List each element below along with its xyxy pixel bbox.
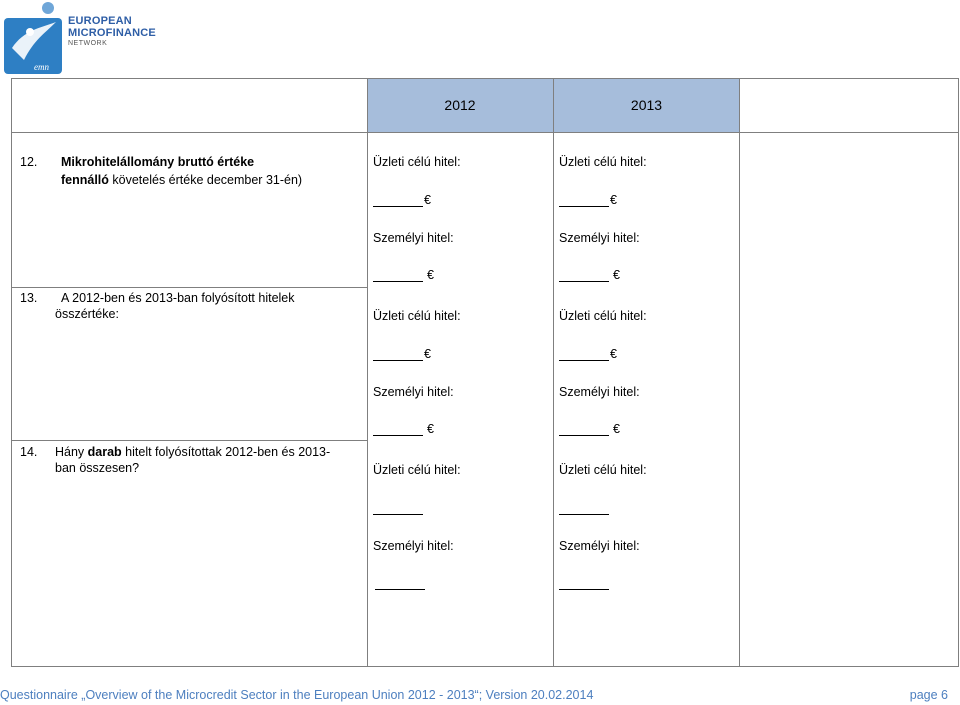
q13-2012-personal-line[interactable] [373, 422, 423, 436]
col-divider-3 [739, 78, 740, 666]
q13-2013-business-field[interactable] [559, 347, 617, 361]
q14-2013-personal-line[interactable] [559, 576, 609, 590]
q13-2013-personal-field[interactable] [559, 422, 620, 436]
emn-logo [2, 0, 156, 75]
question-13-number: 13. [20, 291, 38, 305]
year-2013: 2013 [630, 97, 663, 113]
currency-euro: € [424, 193, 431, 207]
q14-2012-business-field[interactable] [373, 501, 423, 515]
table-top-border [11, 78, 959, 79]
currency-euro: € [610, 347, 617, 361]
currency-euro: € [610, 193, 617, 207]
q13-2012-personal-label: Személyi hitel: [373, 385, 454, 399]
col-divider-2 [553, 78, 554, 666]
q13-2013-personal-label: Személyi hitel: [559, 385, 640, 399]
header-cell-2013 [553, 78, 740, 132]
header-bottom-border [11, 132, 959, 133]
logo-line3: NETWORK [68, 40, 108, 47]
currency-euro: € [613, 268, 620, 282]
q13-2012-business-line[interactable] [373, 347, 423, 361]
q13-2012-business-field[interactable] [373, 347, 431, 361]
q14-2013-business-field[interactable] [559, 501, 609, 515]
q14-2012-personal-line[interactable] [375, 576, 425, 590]
q14-2013-business-label: Üzleti célú hitel: [559, 463, 647, 477]
question-12-number: 12. [20, 155, 38, 169]
header-cell-2012 [367, 78, 553, 132]
question-13-line1: A 2012-ben és 2013-ban folyósított hitelek [61, 291, 295, 305]
question-12-title: Mikrohitelállomány bruttó értéke [61, 155, 255, 169]
q14-2012-personal-label: Személyi hitel: [373, 539, 454, 553]
question-14 [20, 444, 360, 484]
table-left-border [11, 78, 12, 666]
question-12-line2 [61, 172, 302, 189]
q12-2012-personal-line[interactable] [373, 268, 423, 282]
question-14-number: 14. [20, 445, 38, 459]
logo-text [68, 15, 156, 49]
logo-line2: MICROFINANCE [68, 27, 156, 39]
emn-logo-mark-icon [4, 0, 62, 76]
question-12-line2-rest: követelés értéke december 31-én) [108, 173, 303, 187]
svg-text:emn: emn [34, 62, 49, 72]
currency-euro: € [613, 422, 620, 436]
table-right-border [958, 78, 959, 666]
q12-2012-personal-field[interactable] [373, 268, 434, 282]
q14-2013-personal-field[interactable] [559, 576, 609, 590]
q13-2013-personal-line[interactable] [559, 422, 609, 436]
q12-2013-business-label: Üzleti célú hitel: [559, 155, 647, 169]
q14-2012-business-label: Üzleti célú hitel: [373, 463, 461, 477]
q12-2012-business-label: Üzleti célú hitel: [373, 155, 461, 169]
q13-2012-business-label: Üzleti célú hitel: [373, 309, 461, 323]
currency-euro: € [424, 347, 431, 361]
year-2012: 2012 [444, 97, 476, 113]
q12-2013-personal-label: Személyi hitel: [559, 231, 640, 245]
q14-2012-business-line[interactable] [373, 501, 423, 515]
q12-2013-business-field[interactable] [559, 193, 617, 207]
logo-line1: EUROPEAN [68, 15, 132, 27]
footer-document-title: Questionnaire „Overview of the Microcredit Sector in the European Union 2012 - 2013“; Version 20.02.2014 [0, 688, 594, 702]
q12-2013-personal-line[interactable] [559, 268, 609, 282]
q13-2013-business-line[interactable] [559, 347, 609, 361]
q14-2013-personal-label: Személyi hitel: [559, 539, 640, 553]
question-14-line1-b: hitelt folyósítottak 2012-ben és 2013- [121, 445, 331, 459]
currency-euro: € [427, 268, 434, 282]
row-separator-12-13 [11, 287, 367, 288]
q14-2012-personal-field[interactable] [375, 576, 425, 590]
question-12-line2-bold: fennálló [61, 173, 109, 187]
footer-page-number: page 6 [909, 688, 948, 702]
q12-2012-personal-label: Személyi hitel: [373, 231, 454, 245]
q12-2012-business-field[interactable] [373, 193, 431, 207]
question-13 [20, 290, 360, 330]
q14-2013-business-line[interactable] [559, 501, 609, 515]
q13-2012-personal-field[interactable] [373, 422, 434, 436]
row-separator-13-14 [11, 440, 367, 441]
q12-2012-business-line[interactable] [373, 193, 423, 207]
currency-euro: € [427, 422, 434, 436]
question-14-line1 [55, 444, 330, 461]
question-12 [20, 154, 360, 194]
question-14-line1-a: Hány [55, 445, 88, 459]
q12-2013-personal-field[interactable] [559, 268, 620, 282]
question-13-line2: összértéke: [55, 307, 119, 321]
question-14-line2: ban összesen? [55, 461, 140, 475]
question-14-line1-bold: darab [87, 445, 122, 459]
q12-2013-business-line[interactable] [559, 193, 609, 207]
col-divider-1 [367, 78, 368, 666]
table-bottom-border [11, 666, 959, 667]
q13-2013-business-label: Üzleti célú hitel: [559, 309, 647, 323]
